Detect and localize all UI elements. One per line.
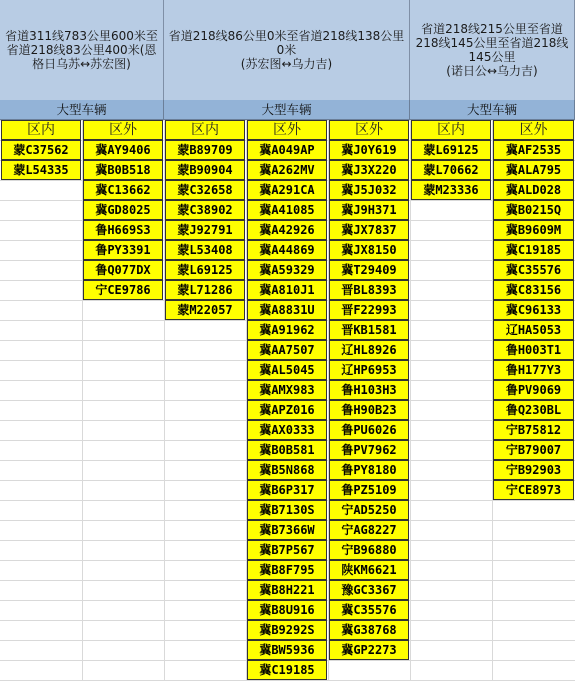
plate-cell: 冀B6P317: [247, 480, 327, 500]
plate-cell: 冀A91962: [247, 320, 327, 340]
plate-cell: 冀JX7837: [329, 220, 409, 240]
vehicle-type-label: 大型车辆: [0, 100, 164, 120]
column-header: 区外: [247, 120, 327, 140]
plate-cell: 鲁H177Y3: [493, 360, 574, 380]
section-title: 省道218线86公里0米至省道218线138公里0米 (苏宏图↔乌力吉): [164, 0, 410, 100]
plate-cell: 晋BL8393: [329, 280, 409, 300]
column-header: 区外: [493, 120, 574, 140]
plate-cell: 宁AG8227: [329, 520, 409, 540]
plate-cell: 鲁Q077DX: [83, 260, 163, 280]
plate-cell: 冀B0B581: [247, 440, 327, 460]
plate-cell: 冀AF2535: [493, 140, 574, 160]
plate-cell: 冀GP2273: [329, 640, 409, 660]
column-header: 区内: [1, 120, 81, 140]
plate-cell: 冀A8831U: [247, 300, 327, 320]
plate-cell: 冀AA7507: [247, 340, 327, 360]
plate-cell: 冀C35576: [493, 260, 574, 280]
plate-cell: 冀B0215Q: [493, 200, 574, 220]
plate-cell: 冀B8U916: [247, 600, 327, 620]
plate-cell: 冀C13662: [83, 180, 163, 200]
plate-cell: 冀B7366W: [247, 520, 327, 540]
plate-cell: 冀A291CA: [247, 180, 327, 200]
plate-cell: 辽HP6953: [329, 360, 409, 380]
plate-cell: 蒙C32658: [165, 180, 245, 200]
plate-cell: 宁B75812: [493, 420, 574, 440]
plate-cell: 冀C35576: [329, 600, 409, 620]
plate-cell: 辽HA5053: [493, 320, 574, 340]
plate-cell: 蒙M22057: [165, 300, 245, 320]
plate-cell: 鲁PY3391: [83, 240, 163, 260]
plate-cell: 冀B0B518: [83, 160, 163, 180]
plate-cell: 冀B8F795: [247, 560, 327, 580]
column-header: 区外: [329, 120, 409, 140]
plate-cell: 蒙B89709: [165, 140, 245, 160]
vehicle-type-label: 大型车辆: [164, 100, 410, 120]
plate-cell: 蒙L54335: [1, 160, 81, 180]
plate-cell: 鲁H103H3: [329, 380, 409, 400]
plate-cell: 冀AY9406: [83, 140, 163, 160]
plate-cell: 鲁H669S3: [83, 220, 163, 240]
plate-cell: 晋F22993: [329, 300, 409, 320]
plate-cell: 冀J9H371: [329, 200, 409, 220]
column-header: 区内: [411, 120, 491, 140]
plate-cell: 鲁PZ5109: [329, 480, 409, 500]
plate-cell: 冀G38768: [329, 620, 409, 640]
plate-cell: 冀B9292S: [247, 620, 327, 640]
plate-cell: 冀J5J032: [329, 180, 409, 200]
plate-cell: 冀A44869: [247, 240, 327, 260]
plate-cell: 蒙M23336: [411, 180, 491, 200]
plate-cell: 冀B5N868: [247, 460, 327, 480]
plate-cell: 宁CE9786: [83, 280, 163, 300]
plate-cell: 宁B92903: [493, 460, 574, 480]
plate-cell: 蒙C37562: [1, 140, 81, 160]
plate-cell: 鲁PY8180: [329, 460, 409, 480]
column-header: 区外: [83, 120, 163, 140]
plate-cell: 冀AMX983: [247, 380, 327, 400]
plate-cell: 冀T29409: [329, 260, 409, 280]
plate-cell: 鲁H003T1: [493, 340, 574, 360]
plate-cell: 鲁PV7962: [329, 440, 409, 460]
plate-cell: 冀C83156: [493, 280, 574, 300]
plate-cell: 冀AL5045: [247, 360, 327, 380]
plate-cell: 冀C19185: [247, 660, 327, 680]
plate-cell: 冀GD8025: [83, 200, 163, 220]
plate-cell: 冀ALA795: [493, 160, 574, 180]
plate-cell: 冀C19185: [493, 240, 574, 260]
plate-cell: 冀A41085: [247, 200, 327, 220]
plate-cell: 冀A049AP: [247, 140, 327, 160]
section-title: 省道311线783公里600米至省道218线83公里400米(恩格日乌苏↔苏宏图): [0, 0, 164, 100]
plate-cell: 陕KM6621: [329, 560, 409, 580]
plate-cell: 鲁PU6026: [329, 420, 409, 440]
plate-cell: 豫GC3367: [329, 580, 409, 600]
plate-cell: 冀JX8150: [329, 240, 409, 260]
plate-cell: 鲁PV9069: [493, 380, 574, 400]
plate-cell: 冀J3X220: [329, 160, 409, 180]
plate-cell: 冀BW5936: [247, 640, 327, 660]
section-title: 省道218线215公里至省道218线145公里至省道218线145公里 (诺日公↔乌力吉): [410, 0, 575, 100]
plate-cell: 冀B7P567: [247, 540, 327, 560]
plate-cell: 冀A262MV: [247, 160, 327, 180]
vehicle-type-label: 大型车辆: [410, 100, 575, 120]
plate-cell: 宁AD5250: [329, 500, 409, 520]
plate-cell: 蒙L71286: [165, 280, 245, 300]
plate-cell: 宁B79007: [493, 440, 574, 460]
plate-cell: 冀C96133: [493, 300, 574, 320]
plate-cell: 冀B7130S: [247, 500, 327, 520]
plate-cell: 蒙L53408: [165, 240, 245, 260]
plate-cell: 宁CE8973: [493, 480, 574, 500]
plate-cell: 蒙L70662: [411, 160, 491, 180]
plate-cell: 冀ALD028: [493, 180, 574, 200]
plate-cell: 冀A59329: [247, 260, 327, 280]
plate-cell: 鲁Q230BL: [493, 400, 574, 420]
plate-cell: 蒙C38902: [165, 200, 245, 220]
plate-cell: 辽HL8926: [329, 340, 409, 360]
plate-cell: 鲁H90B23: [329, 400, 409, 420]
plate-cell: 宁B96880: [329, 540, 409, 560]
plate-cell: 冀B8H221: [247, 580, 327, 600]
plate-cell: 冀B9609M: [493, 220, 574, 240]
plate-cell: 冀A810J1: [247, 280, 327, 300]
plate-cell: 晋KB1581: [329, 320, 409, 340]
plate-cell: 冀J0Y619: [329, 140, 409, 160]
plate-cell: 冀A42926: [247, 220, 327, 240]
plate-cell: 蒙J92791: [165, 220, 245, 240]
plate-cell: 蒙L69125: [165, 260, 245, 280]
column-header: 区内: [165, 120, 245, 140]
plate-cell: 冀APZ016: [247, 400, 327, 420]
plate-cell: 蒙B90904: [165, 160, 245, 180]
plate-cell: 冀AX0333: [247, 420, 327, 440]
plate-cell: 蒙L69125: [411, 140, 491, 160]
